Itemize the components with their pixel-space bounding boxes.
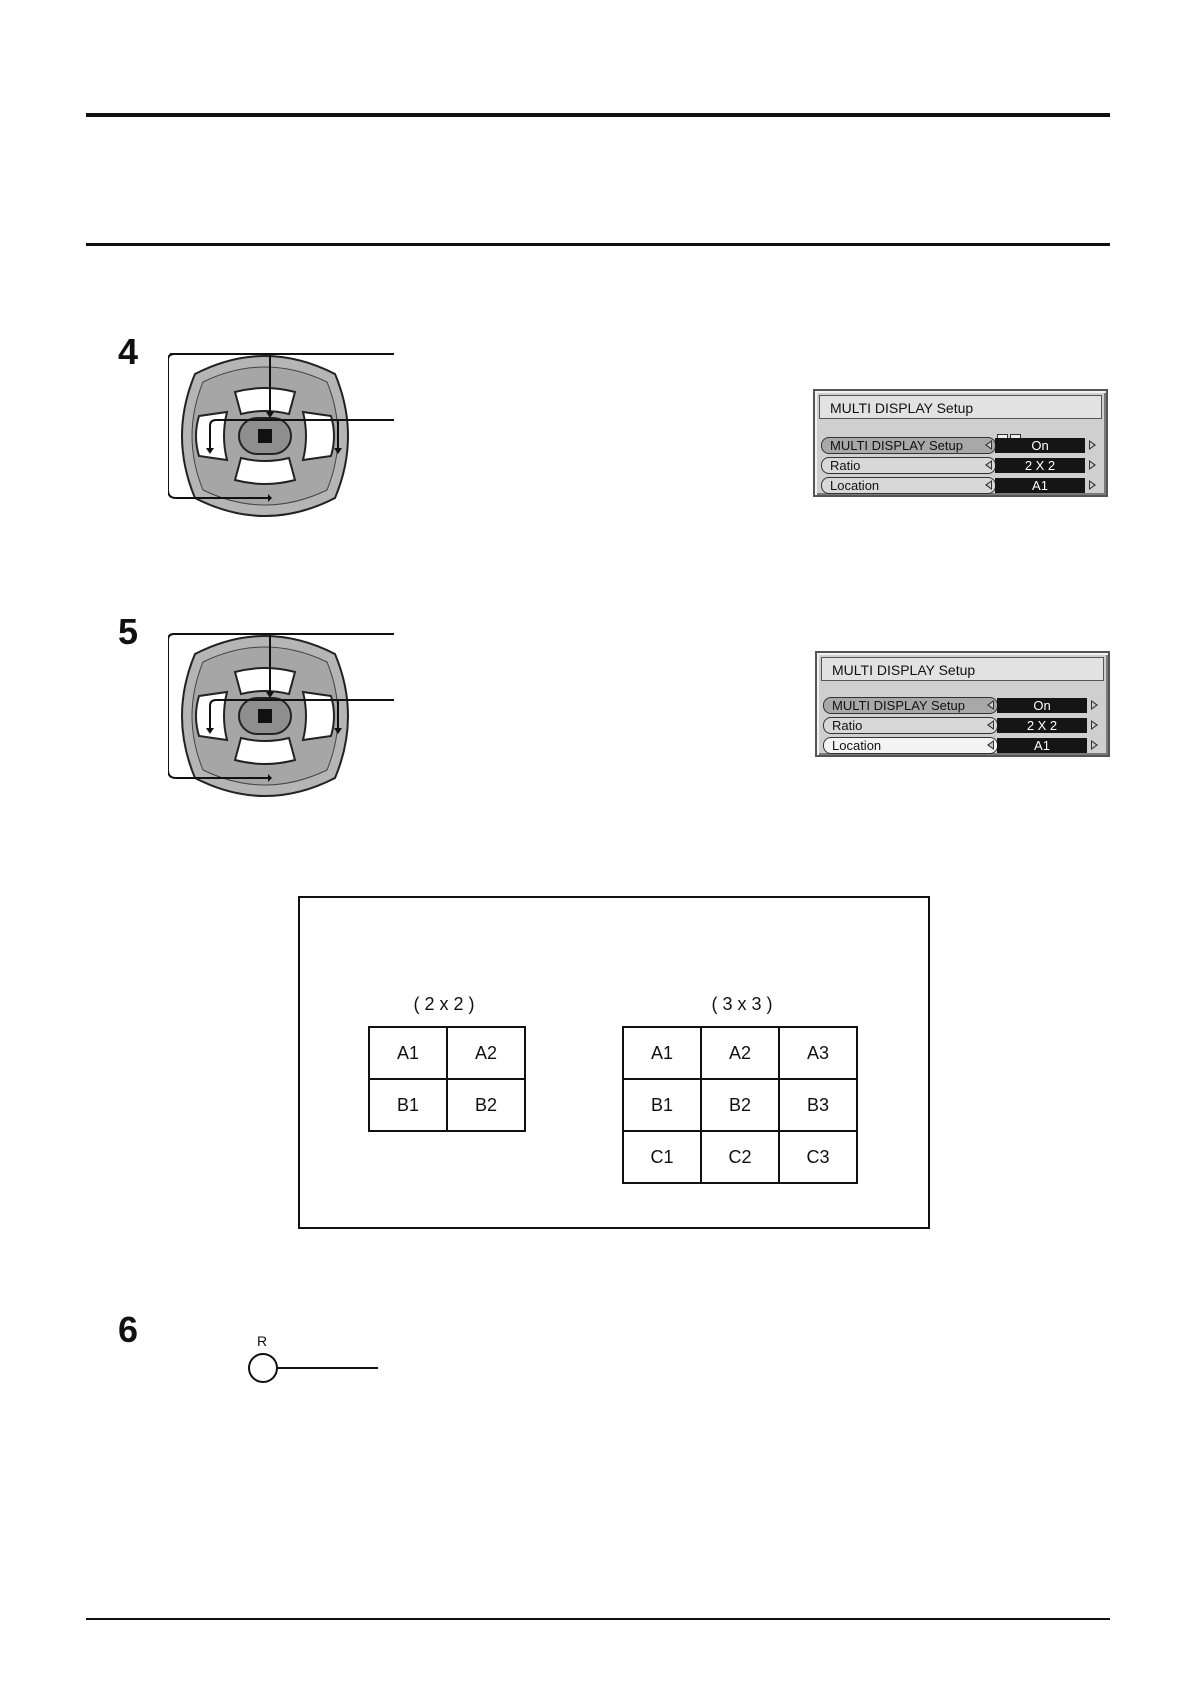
table-row (369, 1079, 525, 1131)
grid-cell: A2 (447, 1027, 525, 1079)
table-row (623, 1079, 857, 1131)
osd-row-label: MULTI DISPLAY Setup (823, 697, 998, 714)
return-button-icon (248, 1353, 278, 1383)
grid-cell: B1 (369, 1079, 447, 1131)
osd-row-value: A1 (997, 738, 1087, 753)
osd-row-value: A1 (995, 478, 1085, 493)
header-rule-bottom (86, 243, 1110, 246)
osd-row-value: 2 X 2 (995, 458, 1085, 473)
callout-lines-step5 (168, 630, 408, 800)
osd-row-value: On (995, 438, 1085, 453)
return-button-label: R (257, 1333, 268, 1349)
left-arrow-icon (985, 460, 992, 470)
osd-row-label: Ratio (823, 717, 998, 734)
grid-cell: B2 (701, 1079, 779, 1131)
step-number-6: 6 (118, 1309, 139, 1350)
right-arrow-icon (1091, 720, 1098, 730)
osd-row-ratio[interactable] (823, 717, 1102, 734)
osd-row-multi-display[interactable] (823, 697, 1102, 714)
osd-row-location[interactable] (821, 477, 1100, 494)
grid-cell: A3 (779, 1027, 857, 1079)
left-arrow-icon (987, 700, 994, 710)
osd-row-ratio[interactable] (821, 457, 1100, 474)
footer-rule (86, 1618, 1110, 1620)
grid-cell: A1 (369, 1027, 447, 1079)
header-rule-top (86, 113, 1110, 117)
grid-cell: B1 (623, 1079, 701, 1131)
osd-row-label: Ratio (821, 457, 996, 474)
osd-row-multi-display[interactable] (821, 437, 1100, 454)
grid-cell: C1 (623, 1131, 701, 1183)
osd-row-location[interactable] (823, 737, 1102, 754)
osd-row-label: Location (821, 477, 996, 494)
osd-menu-step5 (815, 651, 1110, 757)
table-row (623, 1131, 857, 1183)
right-arrow-icon (1091, 740, 1098, 750)
left-arrow-icon (985, 480, 992, 490)
grid-cell: B2 (447, 1079, 525, 1131)
grid-2x2-caption: ( 2 x 2 ) (413, 994, 475, 1014)
right-arrow-icon (1089, 440, 1096, 450)
osd-row-value: 2 X 2 (997, 718, 1087, 733)
location-diagram-box (298, 896, 930, 1229)
osd-row-value: On (997, 698, 1087, 713)
right-arrow-icon (1091, 700, 1098, 710)
grid-cell: B3 (779, 1079, 857, 1131)
grid-3x3-table (622, 1026, 858, 1184)
left-arrow-icon (987, 740, 994, 750)
grid-cell: C2 (701, 1131, 779, 1183)
osd-row-label: Location (823, 737, 998, 754)
step-number-5: 5 (118, 611, 139, 652)
table-row (623, 1027, 857, 1079)
osd-menu-step4 (813, 389, 1108, 497)
left-arrow-icon (985, 440, 992, 450)
step-number-4: 4 (118, 331, 139, 372)
right-arrow-icon (1089, 480, 1096, 490)
grid-3x3-caption: ( 3 x 3 ) (711, 994, 773, 1014)
osd-menu-title: MULTI DISPLAY Setup (821, 657, 1104, 681)
osd-row-label: MULTI DISPLAY Setup (821, 437, 996, 454)
grid-2x2-table (368, 1026, 526, 1132)
table-row (369, 1027, 525, 1079)
grid-cell: A1 (623, 1027, 701, 1079)
grid-cell: A2 (701, 1027, 779, 1079)
callout-lines-step4 (168, 350, 408, 520)
osd-menu-title: MULTI DISPLAY Setup (819, 395, 1102, 419)
grid-cell: C3 (779, 1131, 857, 1183)
callout-line-step6 (278, 1367, 378, 1369)
right-arrow-icon (1089, 460, 1096, 470)
left-arrow-icon (987, 720, 994, 730)
